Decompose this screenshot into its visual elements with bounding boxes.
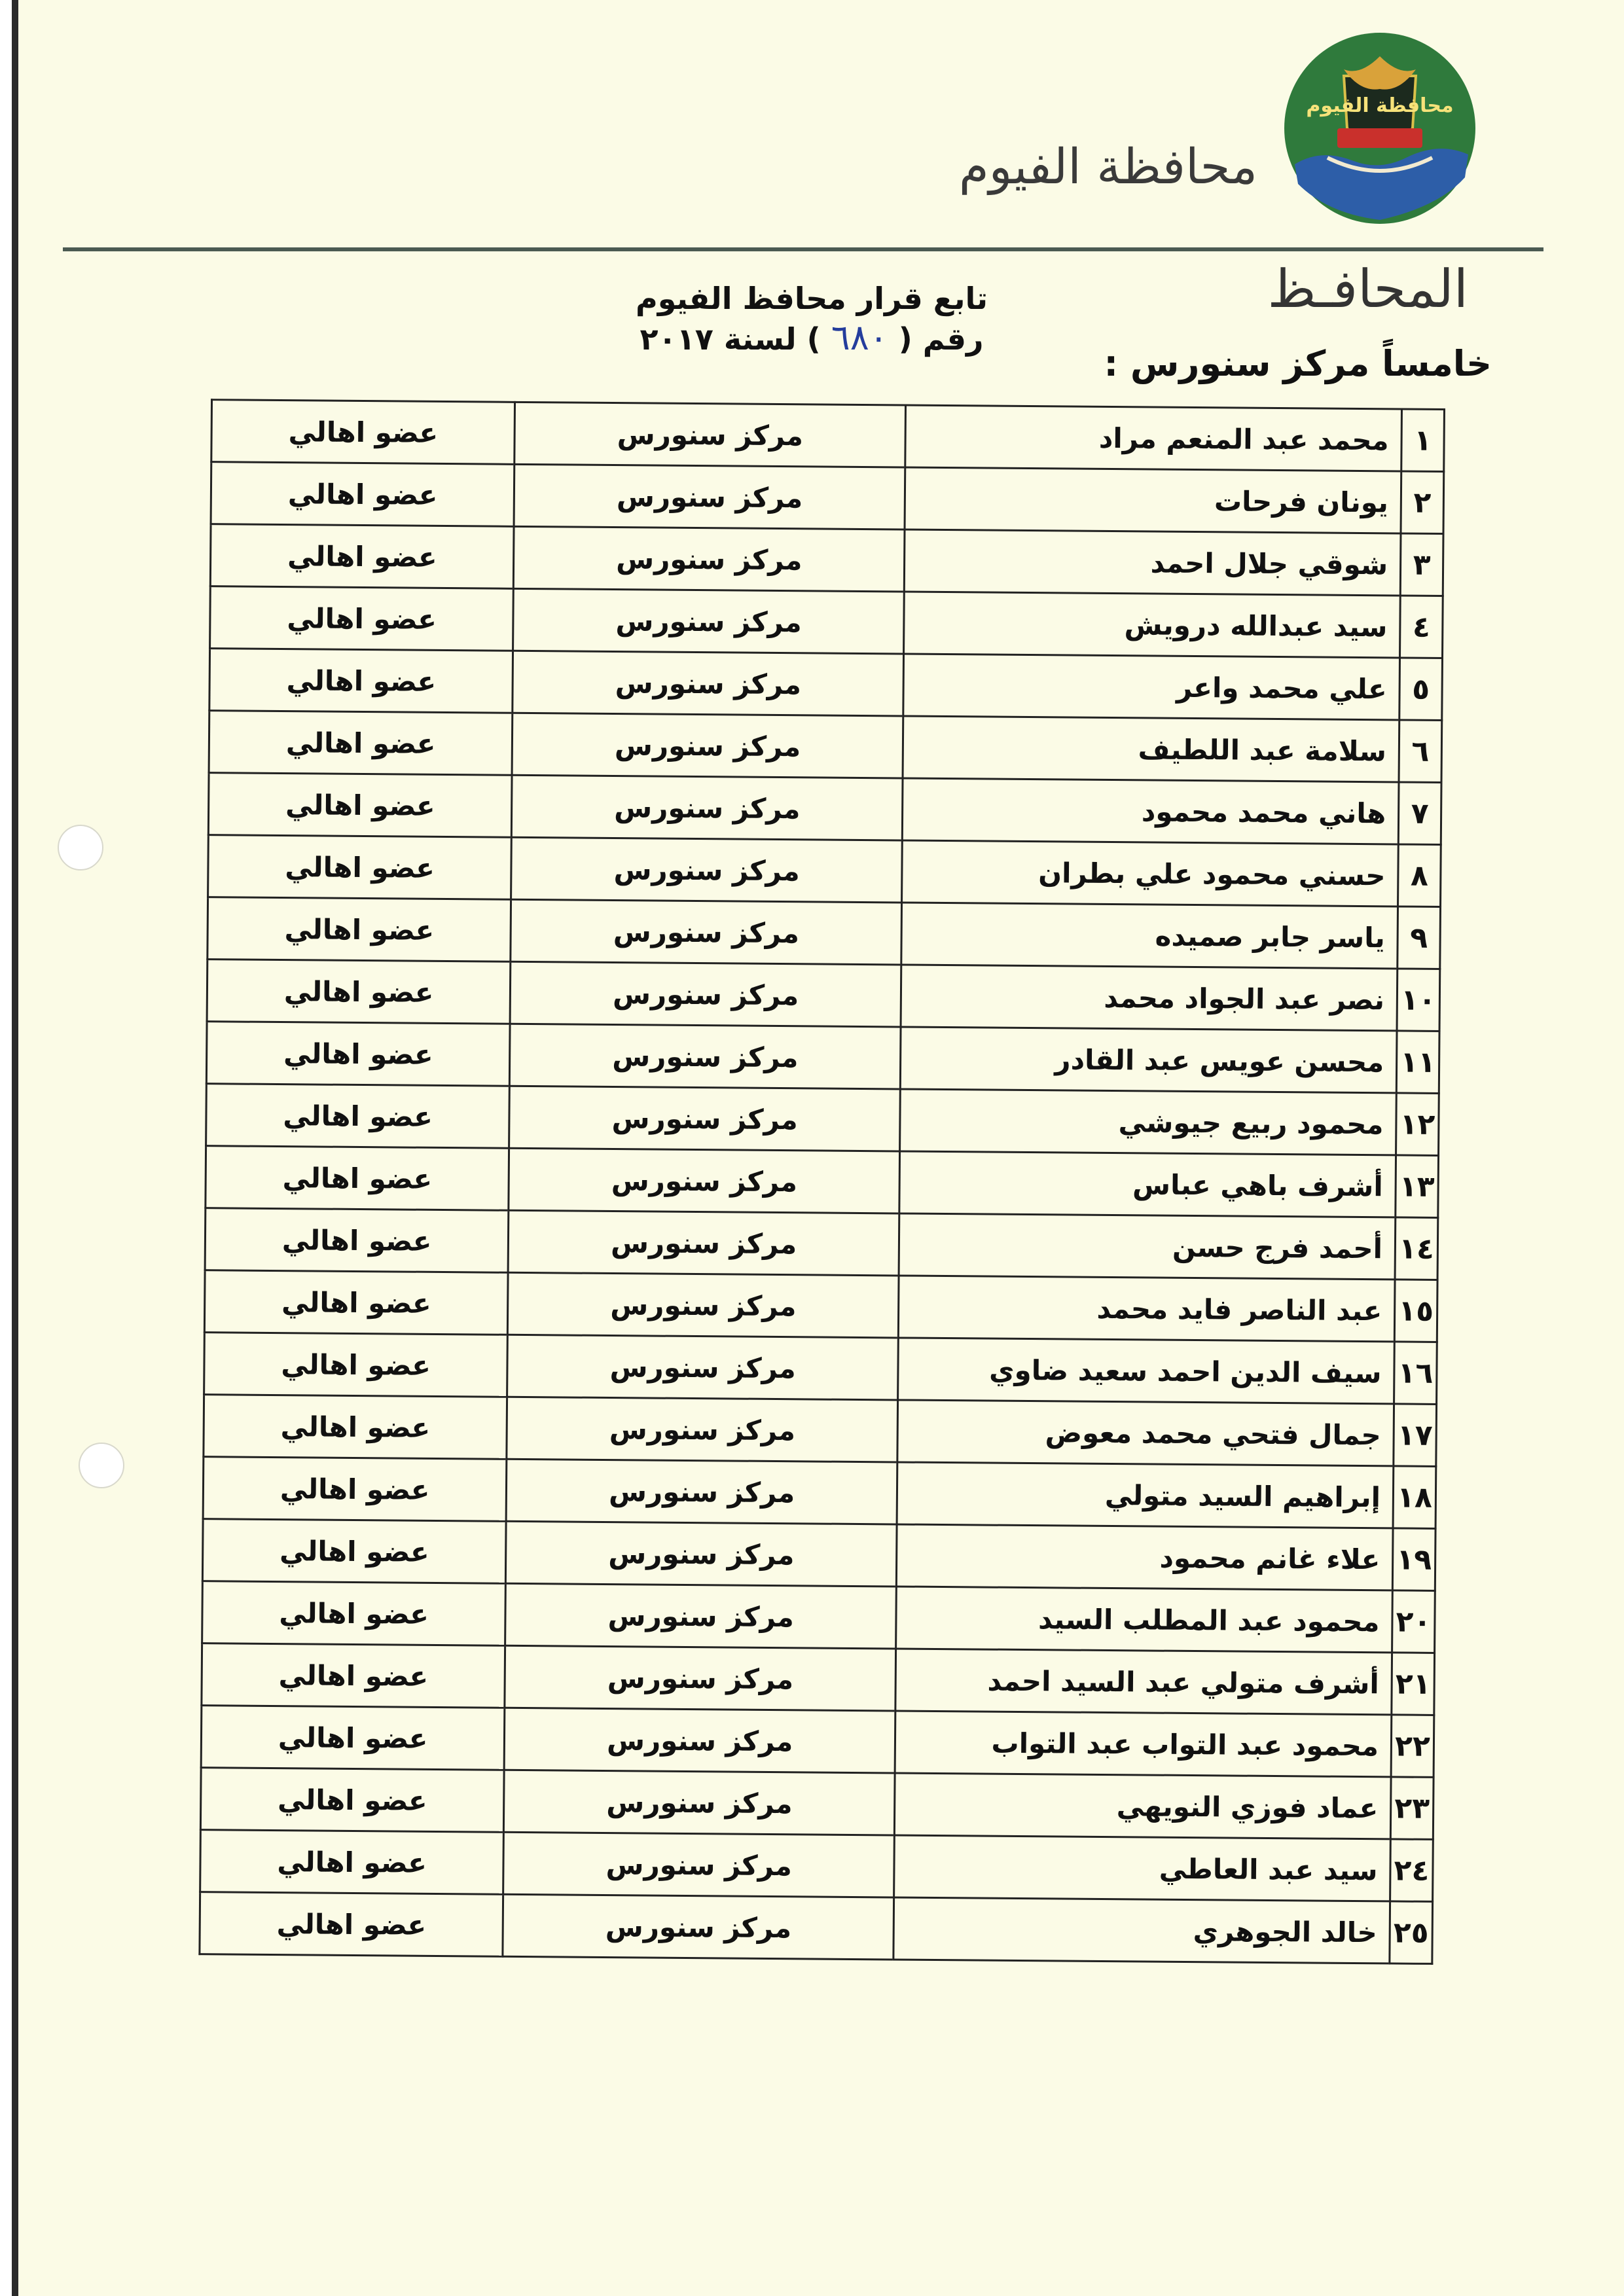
- row-number: ١١: [1396, 1031, 1439, 1094]
- section-title: خامساً مركز سنورس :: [1104, 343, 1492, 384]
- member-role: عضو اهالي: [211, 400, 515, 465]
- table-row: [210, 586, 1443, 658]
- row-number: ٢٢: [1391, 1715, 1434, 1778]
- member-name: عبد الناصر فايد محمد: [898, 1276, 1395, 1342]
- table-row: [211, 400, 1445, 472]
- table-row: [209, 649, 1443, 721]
- table-row: [208, 835, 1441, 907]
- member-role: عضو اهالي: [200, 1768, 504, 1833]
- member-name: خالد الجوهري: [893, 1897, 1390, 1964]
- table-row: [207, 960, 1440, 1031]
- member-center: مركز سنورس: [509, 1148, 899, 1213]
- row-number: ٥: [1399, 658, 1443, 721]
- member-name: محمد عبد المنعم مراد: [905, 405, 1402, 471]
- decree-reference: [576, 279, 1047, 359]
- decree-number: ٦٨٠: [831, 317, 888, 358]
- row-number: ٨: [1398, 844, 1441, 907]
- member-name: عماد فوزي النويهي: [894, 1773, 1391, 1839]
- table-row: [204, 1395, 1437, 1467]
- member-name: ياسر جابر صميده: [901, 903, 1398, 969]
- member-name: سيف الدين احمد سعيد ضاوي: [898, 1338, 1395, 1404]
- table-row: [204, 1333, 1437, 1405]
- member-role: عضو اهالي: [202, 1581, 506, 1646]
- row-number: ١٠: [1397, 969, 1440, 1031]
- member-name: سيد عبدالله درويش: [904, 592, 1401, 658]
- decree-title: تابع قرار محافظ الفيوم: [635, 281, 988, 316]
- member-name: إبراهيم السيد متولي: [897, 1462, 1394, 1528]
- member-name: أحمد فرج حسن: [899, 1213, 1396, 1280]
- table-row: [202, 1643, 1435, 1715]
- member-role: عضو اهالي: [208, 773, 512, 838]
- member-center: مركز سنورس: [508, 1272, 899, 1338]
- header-divider: [63, 247, 1543, 251]
- row-number: ٢٣: [1390, 1777, 1434, 1840]
- row-number: ٢٥: [1390, 1901, 1433, 1964]
- member-name: محمود ربيع جيوشي: [900, 1089, 1397, 1155]
- table-row: [210, 524, 1443, 596]
- member-role: عضو اهالي: [204, 1333, 508, 1397]
- member-name: يونان فرحات: [905, 467, 1401, 533]
- member-role: عضو اهالي: [206, 1022, 510, 1086]
- member-name: سلامة عبد اللطيف: [903, 716, 1399, 782]
- member-center: مركز سنورس: [503, 1832, 894, 1897]
- row-number: ٧: [1398, 782, 1441, 845]
- member-center: مركز سنورس: [507, 1397, 897, 1462]
- table-row: [208, 773, 1441, 845]
- member-name: جمال فتحي محمد معوض: [897, 1400, 1394, 1466]
- decree-number-suffix: ) لسنة: [723, 321, 821, 357]
- member-role: عضو اهالي: [211, 462, 514, 527]
- member-role: عضو اهالي: [206, 1146, 509, 1211]
- table-row: [202, 1581, 1435, 1653]
- member-center: مركز سنورس: [514, 526, 905, 592]
- members-table: [198, 399, 1445, 1965]
- punch-hole: [58, 825, 103, 870]
- row-number: ٩: [1398, 906, 1441, 969]
- table-row: [208, 897, 1441, 969]
- member-name: محمود عبد التواب عبد التواب: [895, 1711, 1392, 1777]
- row-number: ١٩: [1392, 1528, 1435, 1591]
- governorate-logo: [1282, 30, 1478, 226]
- member-role: عضو اهالي: [203, 1457, 507, 1522]
- member-center: مركز سنورس: [513, 651, 903, 716]
- punch-hole: [79, 1443, 124, 1488]
- member-role: عضو اهالي: [208, 897, 511, 962]
- row-number: ٣: [1400, 533, 1443, 596]
- table-row: [206, 1146, 1439, 1218]
- row-number: ٤: [1400, 596, 1443, 658]
- row-number: ١: [1401, 409, 1445, 472]
- row-number: ١٥: [1394, 1280, 1437, 1342]
- member-center: مركز سنورس: [508, 1210, 899, 1276]
- row-number: ٢٠: [1392, 1590, 1435, 1653]
- member-role: عضو اهالي: [209, 711, 513, 776]
- member-role: عضو اهالي: [207, 960, 511, 1024]
- table-row: [200, 1830, 1434, 1902]
- row-number: ١٧: [1394, 1404, 1437, 1467]
- table-row: [209, 711, 1442, 783]
- table-row: [200, 1892, 1433, 1964]
- member-center: مركز سنورس: [505, 1708, 895, 1773]
- table-row: [206, 1022, 1439, 1094]
- member-center: مركز سنورس: [504, 1770, 895, 1835]
- table-row: [200, 1768, 1434, 1840]
- member-center: مركز سنورس: [513, 588, 904, 654]
- table-row: [204, 1270, 1437, 1342]
- table-row: [201, 1706, 1434, 1778]
- member-role: عضو اهالي: [206, 1084, 510, 1149]
- member-name: نصر عبد الجواد محمد: [901, 965, 1398, 1031]
- member-name: حسني محمود علي بطران: [902, 840, 1399, 906]
- member-role: عضو اهالي: [204, 1395, 507, 1460]
- member-name: أشرف متولي عبد السيد احمد: [895, 1649, 1392, 1715]
- member-center: مركز سنورس: [505, 1645, 895, 1711]
- member-role: عضو اهالي: [205, 1208, 509, 1273]
- member-center: مركز سنورس: [506, 1459, 897, 1524]
- table-row: [211, 462, 1444, 534]
- member-name: محمود عبد المطلب السيد: [896, 1587, 1393, 1653]
- member-name: أشرف باهي عباس: [899, 1151, 1396, 1217]
- member-center: مركز سنورس: [512, 775, 903, 840]
- member-name: علي محمد واعر: [903, 654, 1400, 720]
- member-center: مركز سنورس: [506, 1521, 897, 1587]
- member-role: عضو اهالي: [210, 524, 514, 589]
- member-name: شوقي جلال احمد: [904, 529, 1401, 596]
- member-center: مركز سنورس: [512, 713, 903, 778]
- table-row: [202, 1519, 1435, 1591]
- row-number: ١٢: [1396, 1093, 1439, 1156]
- member-center: مركز سنورس: [514, 464, 905, 529]
- member-name: محسن عويس عبد القادر: [900, 1027, 1397, 1093]
- row-number: ١٤: [1395, 1217, 1438, 1280]
- member-name: هاني محمد محمود: [902, 778, 1399, 844]
- row-number: ٢: [1401, 471, 1444, 534]
- member-role: عضو اهالي: [208, 835, 512, 900]
- member-center: مركز سنورس: [505, 1583, 896, 1649]
- logo-text: محافظة الفيوم: [1306, 94, 1454, 117]
- member-center: مركز سنورس: [511, 899, 901, 965]
- row-number: ١٣: [1396, 1155, 1439, 1218]
- decree-number-line: [576, 318, 1047, 359]
- table-row: [206, 1084, 1439, 1156]
- member-name: سيد عبد العاطي: [894, 1835, 1391, 1901]
- table-row: [205, 1208, 1438, 1280]
- member-center: مركز سنورس: [509, 1086, 900, 1151]
- member-role: عضو اهالي: [209, 649, 513, 713]
- members-table-body: [200, 400, 1445, 1964]
- member-role: عضو اهالي: [200, 1830, 504, 1895]
- member-center: مركز سنورس: [510, 961, 901, 1027]
- member-role: عضو اهالي: [204, 1270, 508, 1335]
- decree-year: ٢٠١٧: [640, 321, 713, 357]
- member-center: مركز سنورس: [510, 1024, 901, 1089]
- member-role: عضو اهالي: [200, 1892, 503, 1957]
- governorate-name: محافظة الفيوم: [958, 139, 1257, 195]
- table-row: [203, 1457, 1436, 1529]
- office-title: المحافـظ: [1267, 259, 1468, 319]
- row-number: ٢٤: [1390, 1839, 1434, 1902]
- member-center: مركز سنورس: [507, 1335, 898, 1400]
- row-number: ٦: [1399, 720, 1442, 783]
- scan-edge: [0, 0, 20, 2296]
- row-number: ٢١: [1392, 1653, 1435, 1715]
- member-center: مركز سنورس: [503, 1894, 893, 1960]
- row-number: ١٨: [1393, 1466, 1436, 1529]
- row-number: ١٦: [1394, 1342, 1437, 1405]
- member-role: عضو اهالي: [201, 1706, 505, 1770]
- member-role: عضو اهالي: [202, 1519, 506, 1584]
- decree-number-prefix: رقم (: [898, 321, 984, 357]
- member-center: مركز سنورس: [511, 837, 902, 903]
- member-role: عضو اهالي: [202, 1643, 505, 1708]
- member-center: مركز سنورس: [514, 402, 905, 467]
- member-role: عضو اهالي: [210, 586, 514, 651]
- member-name: علاء غانم محمود: [896, 1524, 1393, 1590]
